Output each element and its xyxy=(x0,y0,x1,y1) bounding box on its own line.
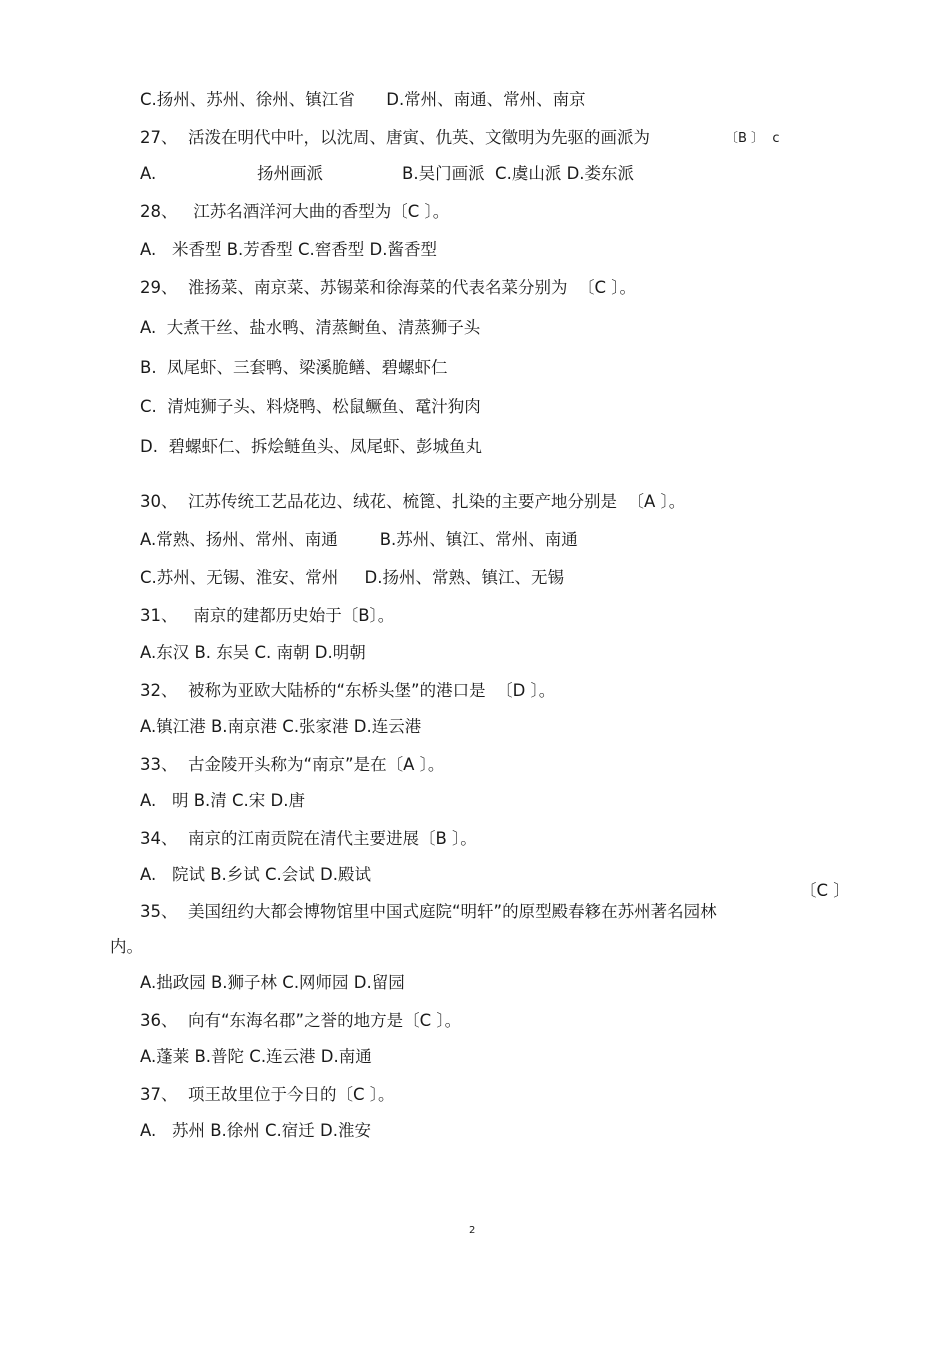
question-33: 33、 古金陵开头称为“南京”是在〔A 〕。 xyxy=(140,755,445,774)
options-35: A.拙政园 B.狮子林 C.网师园 D.留园 xyxy=(140,973,405,992)
text-line-q26-options-cd: C.扬州、苏州、徐州、镇江省 D.常州、南通、常州、南京 xyxy=(140,90,586,109)
question-34: 34、 南京的江南贡院在清代主要进展〔B 〕。 xyxy=(140,829,477,848)
options-28: A. 米香型 B.芳香型 C.窖香型 D.酱香型 xyxy=(140,240,437,259)
options-30-ab: A.常熟、扬州、常州、南通 B.苏州、镇江、常州、南通 xyxy=(140,530,578,549)
options-34: A. 院试 B.乡试 C.会试 D.殿试 xyxy=(140,865,371,884)
option-29-b: B. 凤尾虾、三套鸭、梁溪脆鳝、碧螺虾仁 xyxy=(140,358,448,377)
answer-35: 〔C 〕 xyxy=(800,881,850,900)
question-27: 27、 活泼在明代中叶，以沈周、唐寅、仇英、文徵明为先驱的画派为 xyxy=(140,128,650,147)
option-29-a: A. 大煮干丝、盐水鸭、清蒸鲥鱼、清蒸狮子头 xyxy=(140,318,481,337)
options-36: A.蓬莱 B.普陀 C.连云港 D.南通 xyxy=(140,1047,372,1066)
option-29-c: C. 清炖狮子头、料烧鸭、松鼠鳜鱼、鼋汁狗肉 xyxy=(140,397,481,416)
answer-27: 〔B 〕 c xyxy=(725,131,780,146)
options-33: A. 明 B.清 C.宋 D.唐 xyxy=(140,791,305,810)
page-number: 2 xyxy=(469,1225,476,1236)
options-32: A.镇江港 B.南京港 C.张家港 D.连云港 xyxy=(140,717,422,736)
option-27-a-label: A. xyxy=(140,164,157,183)
question-29: 29、 淮扬菜、南京菜、苏锡菜和徐海菜的代表名菜分别为 〔C 〕。 xyxy=(140,278,636,297)
options-37: A. 苏州 B.徐州 C.宿迁 D.淮安 xyxy=(140,1121,371,1140)
question-35: 35、 美国纽约大都会博物馆里中国式庭院“明轩”的原型殿春簃在苏州著名园林 xyxy=(140,902,717,921)
options-30-cd: C.苏州、无锡、淮安、常州 D.扬州、常熟、镇江、无锡 xyxy=(140,568,564,587)
option-27-bcd: B.吴门画派 C.虞山派 D.娄东派 xyxy=(402,164,635,183)
question-28: 28、 江苏名酒洋河大曲的香型为〔C 〕。 xyxy=(140,202,450,221)
question-31: 31、 南京的建都历史始于〔B〕。 xyxy=(140,606,395,625)
question-37: 37、 项王故里位于今日的〔C 〕。 xyxy=(140,1085,395,1104)
question-30: 30、 江苏传统工艺品花边、绒花、梳篦、扎染的主要产地分别是 〔A 〕。 xyxy=(140,492,686,511)
question-36: 36、 向有“东海名郡”之誉的地方是〔C 〕。 xyxy=(140,1011,462,1030)
option-29-d: D. 碧螺虾仁、拆烩鲢鱼头、凤尾虾、彭城鱼丸 xyxy=(140,437,482,456)
option-27-a-text: 扬州画派 xyxy=(257,164,323,183)
options-31: A.东汉 B. 东吴 C. 南朝 D.明朝 xyxy=(140,643,366,662)
question-35-continued: 内。 xyxy=(110,937,143,956)
question-32: 32、 被称为亚欧大陆桥的“东桥头堡”的港口是 〔D 〕。 xyxy=(140,681,556,700)
